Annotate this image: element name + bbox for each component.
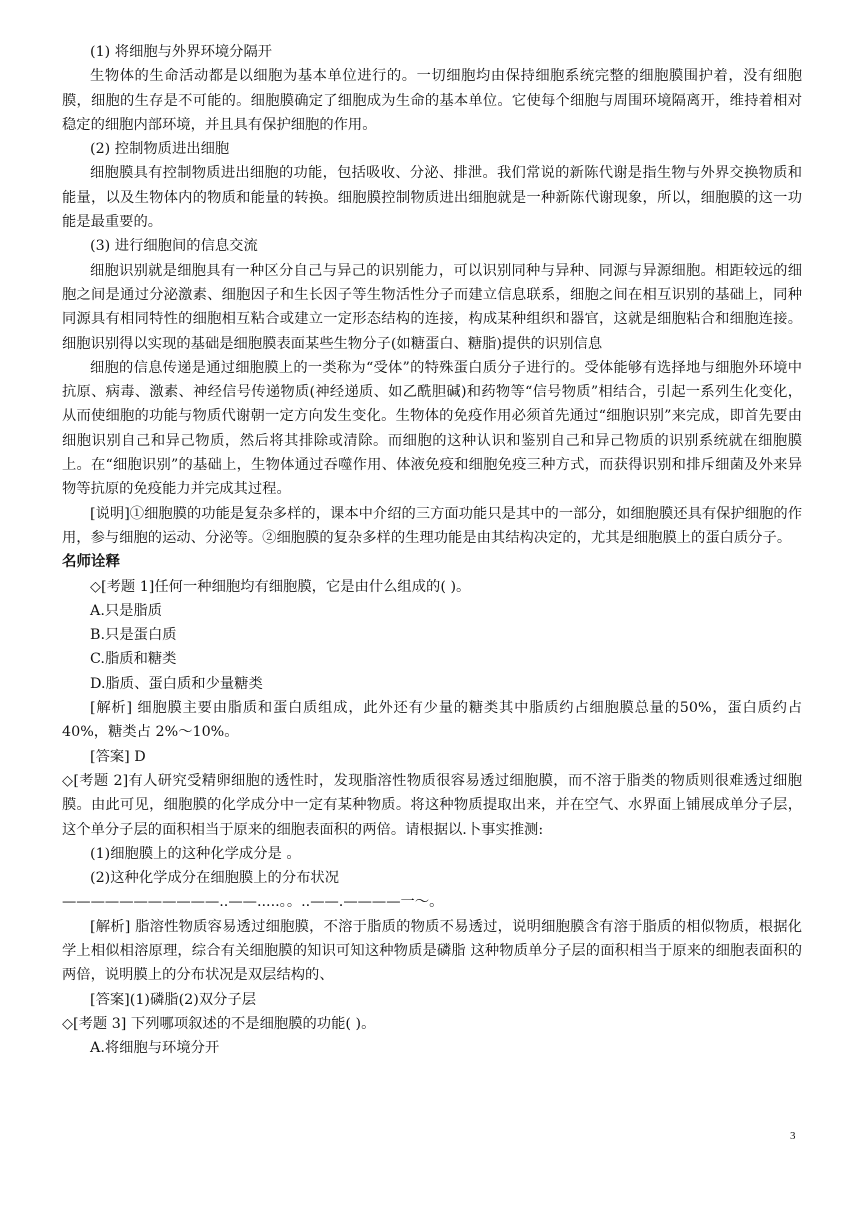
question-2: ◇[考题 2]有人研究受精卵细胞的透性时，发现脂溶性物质很容易透过细胞膜，而不溶于脂类的物质则很难透过细胞膜。由此可见，细胞膜的化学成分中一定有某种物质。将这种物质提取出来，并在空气、水界面上铺展成单分子层，这个单分子层的面积相当于原来的细胞表面积的两倍。请根据以.卜事实推测: xyxy=(62,772,802,838)
answer-1: [答案] D xyxy=(90,748,146,765)
answer-blank-line: ———————————..——.....。。..——.————一～。 xyxy=(62,894,444,911)
document-body xyxy=(62,40,802,1060)
answer-2: [答案](1)磷脂(2)双分子层 xyxy=(90,991,257,1008)
heading-information-exchange: (3) 进行细胞间的信息交流 xyxy=(90,238,258,255)
question-1: ◇[考题 1]任何一种细胞均有细胞膜，它是由什么组成的( )。 xyxy=(90,578,471,595)
question-2-part-2: (2)这种化学成分在细胞膜上的分布状况 xyxy=(90,870,339,887)
option-c: C.脂质和糖类 xyxy=(90,651,177,668)
paragraph-receptor-signaling: 细胞的信息传递是通过细胞膜上的一类称为“受体”的特殊蛋白质分子进行的。受体能够有选择地与细胞外环境中抗原、病毒、激素、神经信号传递物质(神经递质、如乙酰胆碱)和药物等“信号物质”相结合，引起一系列生化变化，从而使细胞的功能与物质代谢朝一定方向发生变化。生物体的免疫作用必须首先通过“细胞识别”来完成，即首先要由细胞识别自己和异己物质，然后将其排除或清除。而细胞的这种认识和鉴别自己和异己物质的识别系统就在细胞膜上。在“细胞识别”的基础上，生物体通过吞噬作用、体液免疫和细胞免疫三种方式，而获得识别和排斥细菌及外来异物等抗原的免疫能力并完成其过程。 xyxy=(62,359,802,498)
section-title: 名师诠释 xyxy=(62,554,120,571)
paragraph-note: [说明]①细胞膜的功能是复杂多样的，课本中介绍的三方面功能只是其中的一部分，如细胞膜还具有保护细胞的作用，参与细胞的运动、分泌等。②细胞膜的复杂多样的生理功能是由其结构决定的，尤其是细胞膜上的蛋白质分子。 xyxy=(62,505,802,546)
analysis-2: [解析] 脂溶性物质容易透过细胞膜，不溶于脂质的物质不易透过，说明细胞膜含有溶于脂质的相似物质，根据化学上相似相溶原理，综合有关细胞膜的知识可知这种物质是磷脂 这种物质单分子层的面积相当于原来的细胞表面积的两倍，说明膜上的分布状况是双层结构的、 xyxy=(62,918,802,984)
heading-separate-environment: (1) 将细胞与外界环境分隔开 xyxy=(90,44,273,60)
option-b: B.只是蛋白质 xyxy=(90,627,177,644)
paragraph-metabolism: 细胞膜具有控制物质进出细胞的功能，包括吸收、分泌、排泄。我们常说的新陈代谢是指生物与外界交换物质和能量，以及生物体内的物质和能量的转换。细胞膜控制物质进出细胞就是一种新陈代谢现象，所以，细胞膜的这一功能是最重要的。 xyxy=(62,165,802,231)
paragraph-basic-unit: 生物体的生命活动都是以细胞为基本单位进行的。一切细胞均由保持细胞系统完整的细胞膜围护着，没有细胞膜，细胞的生存是不可能的。细胞膜确定了细胞成为生命的基本单位。它使每个细胞与周围环境隔离开，维持着相对稳定的细胞内部环境，并且具有保护细胞的作用。 xyxy=(62,68,802,133)
heading-control-transport: (2) 控制物质进出细胞 xyxy=(90,141,230,158)
option-a: A.只是脂质 xyxy=(90,602,163,619)
option-d: D.脂质、蛋白质和少量糖类 xyxy=(90,675,263,692)
question-2-part-1: (1)细胞膜上的这种化学成分是 。 xyxy=(90,845,301,862)
page-number: 3 xyxy=(790,1130,796,1142)
analysis-1: [解析] 细胞膜主要由脂质和蛋白质组成，此外还有少量的糖类其中脂质约占细胞膜总量的50%，蛋白质约占 40%，糖类占 2%～10%。 xyxy=(62,700,802,741)
question-3: ◇[考题 3] 下列哪项叙述的不是细胞膜的功能( )。 xyxy=(62,1015,376,1032)
question-3-option-a: A.将细胞与环境分开 xyxy=(90,1040,220,1057)
paragraph-cell-recognition: 细胞识别就是细胞具有一种区分自己与异己的识别能力，可以识别同种与异种、同源与异源细胞。相距较远的细胞之间是通过分泌激素、细胞因子和生长因子等生物活性分子而建立信息联系，细胞之间在相互识别的基础上，同种同源具有相同特性的细胞相互粘合或建立一定形态结构的连接，构成某种组织和器官，这就是细胞粘合和细胞连接。细胞识别得以实现的基础是细胞膜表面某些生物分子(如糖蛋白、糖脂)提供的识别信息 xyxy=(62,262,802,352)
